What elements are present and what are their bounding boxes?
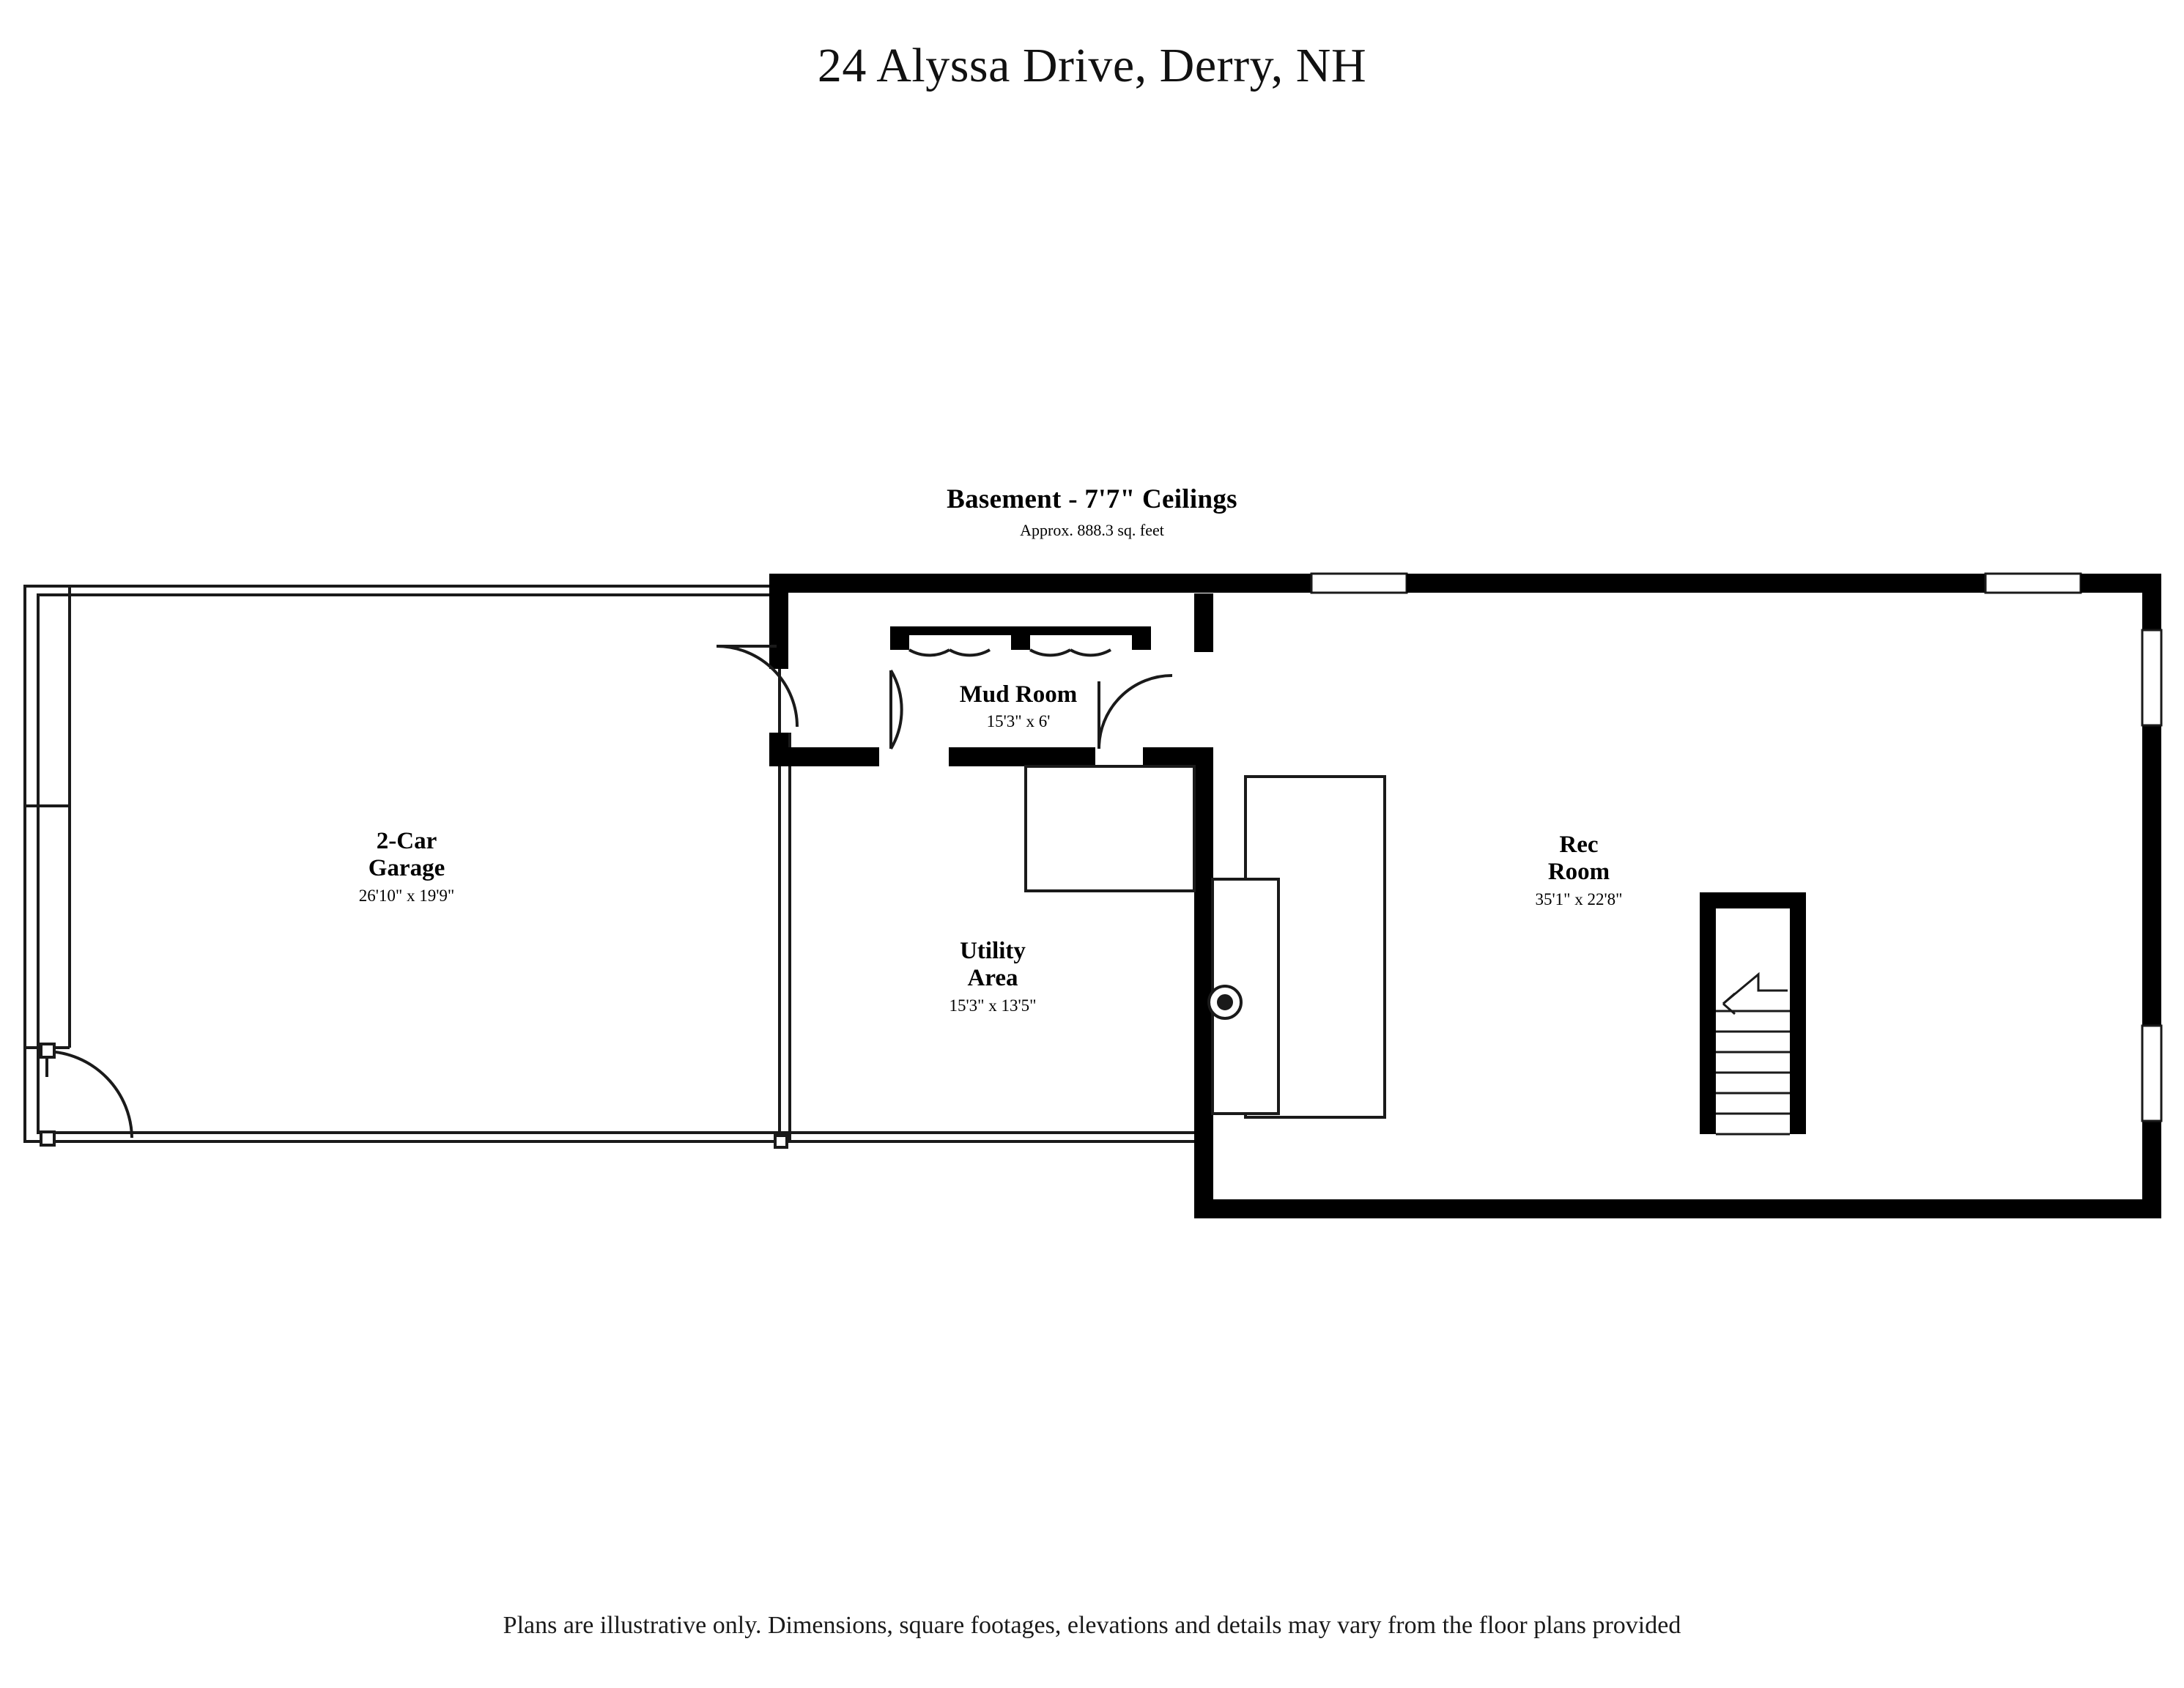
garage-outline: [25, 586, 780, 1141]
garage-utility-divider: [775, 733, 1202, 1147]
plan-area: Approx. 888.3 sq. feet: [1020, 521, 1164, 539]
mechanical-equipment: [1209, 777, 1385, 1117]
room-name-mudroom: Mud Room: [959, 681, 1078, 708]
basement-walls: [769, 574, 2161, 1218]
room-dimensions-mudroom: 15'3" x 6': [986, 712, 1051, 731]
disclaimer-text: Plans are illustrative only. Dimensions, square footages, elevations and details may vary from the floor plans provided: [503, 1612, 1681, 1639]
room-name-recroom-line1: Rec: [1559, 832, 1599, 858]
mudroom-closet-doors: [909, 650, 1111, 655]
mudroom-interior-door: [891, 670, 902, 749]
room-name-recroom-line2: Room: [1547, 859, 1610, 886]
room-dimensions-recroom: 35'1" x 22'8": [1535, 889, 1623, 908]
room-dimensions-utility: 15'3" x 13'5": [949, 996, 1037, 1015]
garage-door-swing: [41, 1044, 132, 1145]
mudroom-rec-door: [1099, 675, 1172, 749]
plan-name: Basement - 7'7" Ceilings: [947, 484, 1237, 514]
room-name-utility-line2: Area: [967, 965, 1018, 992]
page-title: 24 Alyssa Drive, Derry, NH: [817, 39, 1367, 92]
room-dimensions-garage: 26'10" x 19'9": [358, 886, 455, 905]
room-name-garage-line2: Garage: [368, 855, 445, 882]
room-name-garage-line1: 2-Car: [376, 828, 437, 854]
room-name-utility-line1: Utility: [960, 938, 1026, 964]
utility-partition: [1026, 766, 1194, 891]
staircase: [1700, 892, 1806, 1134]
